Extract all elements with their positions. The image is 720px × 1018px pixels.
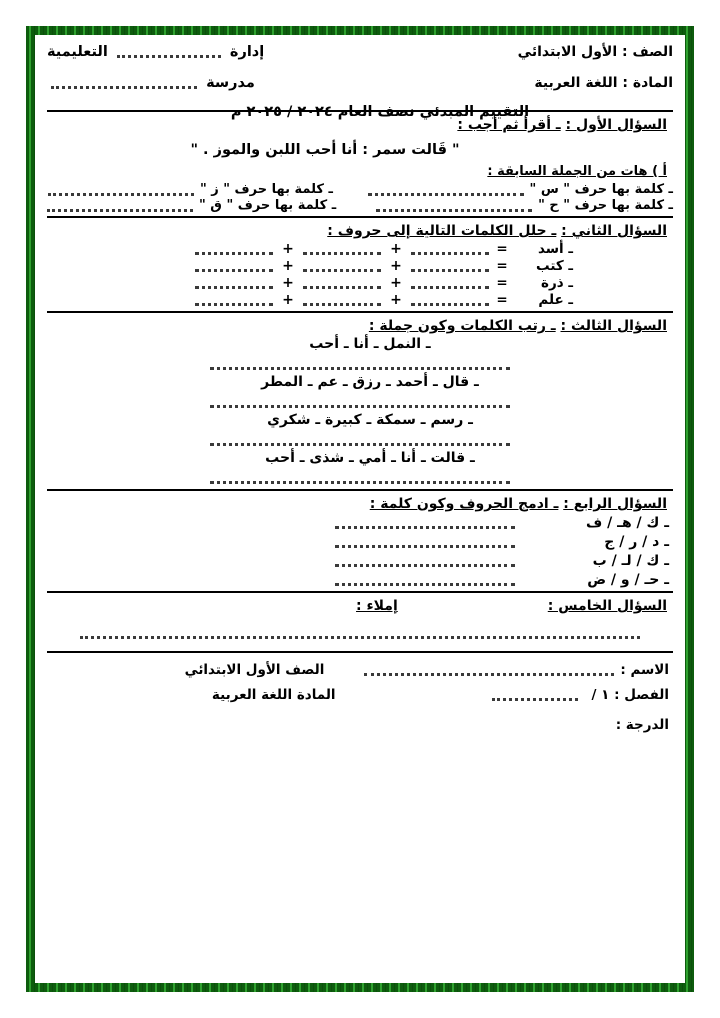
divider-q5-footer [47,651,673,653]
question-3-answer-1 [47,353,673,372]
question-3-words-1: ـ النمل ـ أنا ـ أحب [309,336,431,352]
question-4-blank[interactable] [335,536,515,548]
question-2-row-thurra [47,275,673,291]
question-2-blank[interactable] [411,260,489,272]
question-2-blank[interactable] [303,277,381,289]
footer-row-grade [47,717,673,733]
plus-sign: + [390,275,402,291]
question-3-answer-4 [47,467,673,486]
header-row-administration [47,45,673,60]
question-4-letters-1: ـ ك / هـ / ف [586,515,669,531]
plus-sign: + [282,258,294,274]
question-3-heading [47,318,667,334]
question-2-blank[interactable] [303,243,381,255]
question-4 [47,496,673,588]
question-2-blank[interactable] [195,260,273,272]
header-subject: المادة : اللغة العربية [534,74,673,91]
question-4-blank[interactable] [335,555,515,567]
question-4-heading [47,496,667,512]
class-blank[interactable] [492,689,578,701]
question-1-items [47,182,673,213]
equals-sign: = [496,275,508,291]
question-2-word-thurra: ـ ذرة [541,275,573,291]
question-3-item [47,450,673,486]
question-1-item-haa-label: ـ كلمة بها حرف " ح " [538,198,673,213]
question-3-answer-blank[interactable] [210,396,510,408]
question-1-heading [47,117,667,133]
question-1-row [47,198,673,213]
question-4-letters-2: ـ د / ر / ج [604,534,669,550]
plus-sign: + [282,275,294,291]
equals-sign: = [496,241,508,257]
question-1-item-zay [47,182,333,197]
question-2-items [47,241,673,308]
question-1 [47,117,673,213]
equals-sign: = [496,258,508,274]
question-4-row [47,553,673,569]
divider-q4-q5 [47,591,673,593]
question-2-row-asad [47,241,673,257]
question-1-item-haa [336,198,673,213]
decorative-green-border [26,26,694,992]
header-grade: الصف : الأول الابتدائي [517,44,673,60]
question-4-row [47,534,673,550]
question-1-sub-instruction: أ ) هات من الجملة السابقة : [487,164,667,179]
question-2-label: السؤال الثاني : [561,223,667,239]
question-4-blank[interactable] [335,517,515,529]
question-1-item-seen-label: ـ كلمة بها حرف " س " [529,182,673,197]
question-2 [47,223,673,308]
question-5-label: السؤال الخامس : [547,598,667,614]
class-subject-value: المادة اللغة العربية [211,687,336,703]
question-4-letters-3: ـ ك / لـ / ب [592,553,669,569]
question-1-row [47,182,673,197]
question-4-instruction: ـ ادمج الحروف وكون كلمة : [369,496,559,512]
question-5 [47,598,673,641]
question-3-answer-2 [47,391,673,410]
question-1-item-zay-label: ـ كلمة بها حرف " ز " [199,182,333,197]
plus-sign: + [390,241,402,257]
divider-q2-q3 [47,311,673,313]
question-1-item-qaf-label: ـ كلمة بها حرف " ق " [199,198,337,213]
school-blank[interactable] [51,77,197,89]
question-3-answer-blank[interactable] [210,434,510,446]
divider-q1-q2 [47,216,673,218]
question-2-blank[interactable] [303,260,381,272]
administration-label: إدارة [229,44,265,60]
question-3-words-3: ـ رسم ـ سمكة ـ كبيرة ـ شكري [267,412,473,428]
administration-suffix: التعليمية [47,44,108,60]
question-2-blank[interactable] [195,277,273,289]
question-3-words-4: ـ قالت ـ أنا ـ أمي ـ شذى ـ أحب [265,450,475,466]
question-4-label: السؤال الرابع : [563,496,667,512]
question-3 [47,318,673,486]
class-label: الفصل : ١ / [591,687,669,703]
question-2-blank[interactable] [411,243,489,255]
question-5-blank[interactable] [80,627,640,639]
grade-label: الدرجة : [615,717,669,733]
equals-sign: = [496,292,508,308]
question-2-instruction: ـ حلل الكلمات التالية إلى حروف : [327,223,557,239]
question-1-label: السؤال الأول : [565,117,667,133]
plus-sign: + [282,292,294,308]
question-2-blank[interactable] [411,294,489,306]
question-2-word-ilm: ـ علم [538,292,573,308]
question-4-row [47,515,673,531]
question-3-words-2: ـ قال ـ أحمد ـ رزق ـ عم ـ المطر [261,374,479,390]
question-1-item-qaf [47,198,336,213]
plus-sign: + [282,241,294,257]
name-blank[interactable] [364,664,614,676]
question-4-blank[interactable] [335,574,515,586]
question-3-answer-blank[interactable] [210,472,510,484]
school-label: مدرسة [206,74,255,91]
question-5-heading [47,598,667,614]
worksheet-sheet [35,35,685,983]
name-label: الاسم : [620,662,669,678]
question-3-item [47,412,673,448]
question-2-word-asad: ـ أسد [537,241,573,257]
question-3-answer-3 [47,429,673,448]
document-footer [47,662,673,733]
question-2-row-kutub [47,258,673,274]
divider-q3-q4 [47,489,673,491]
footer-row-name [47,662,673,678]
question-2-blank[interactable] [411,277,489,289]
question-2-blank[interactable] [303,294,381,306]
footer-row-class [47,687,673,703]
exam-title: التقييم المبدئي نصف العام ٢٠٢٤ / ٢٠٢٥ م [230,104,530,120]
question-2-word-kutub: ـ كتب [536,258,573,274]
question-2-heading [47,223,667,239]
question-3-instruction: ـ رتب الكلمات وكون جملة : [368,318,556,334]
question-5-answer [47,622,673,641]
plus-sign: + [390,258,402,274]
question-2-blank[interactable] [195,243,273,255]
plus-sign: + [390,292,402,308]
question-3-answer-blank[interactable] [210,358,510,370]
question-3-label: السؤال الثالث : [560,318,667,334]
question-5-instruction: إملاء : [356,598,398,614]
question-2-blank[interactable] [195,294,273,306]
question-4-row [47,572,673,588]
question-4-letters-4: ـ حـ / و / ض [587,572,669,588]
question-3-item [47,374,673,410]
question-2-row-ilm [47,292,673,308]
question-1-item-seen [333,182,673,197]
question-1-item-haa-blank[interactable] [376,200,532,212]
header-administration [47,45,270,60]
question-1-sentence: " قَالت سمر : أنا أحب اللبن والموز . " [190,142,460,158]
question-1-item-seen-blank[interactable] [368,184,524,196]
question-1-instruction: ـ أقرأ ثم أجب : [457,117,561,133]
document-header [47,44,673,120]
administration-blank[interactable] [117,46,221,58]
header-row-school [47,76,673,91]
question-1-item-zay-blank[interactable] [48,184,194,196]
question-1-item-qaf-blank[interactable] [47,200,193,212]
header-school [47,76,261,91]
name-grade-value: الصف الأول الابتدائي [184,662,325,678]
question-3-item [47,336,673,372]
